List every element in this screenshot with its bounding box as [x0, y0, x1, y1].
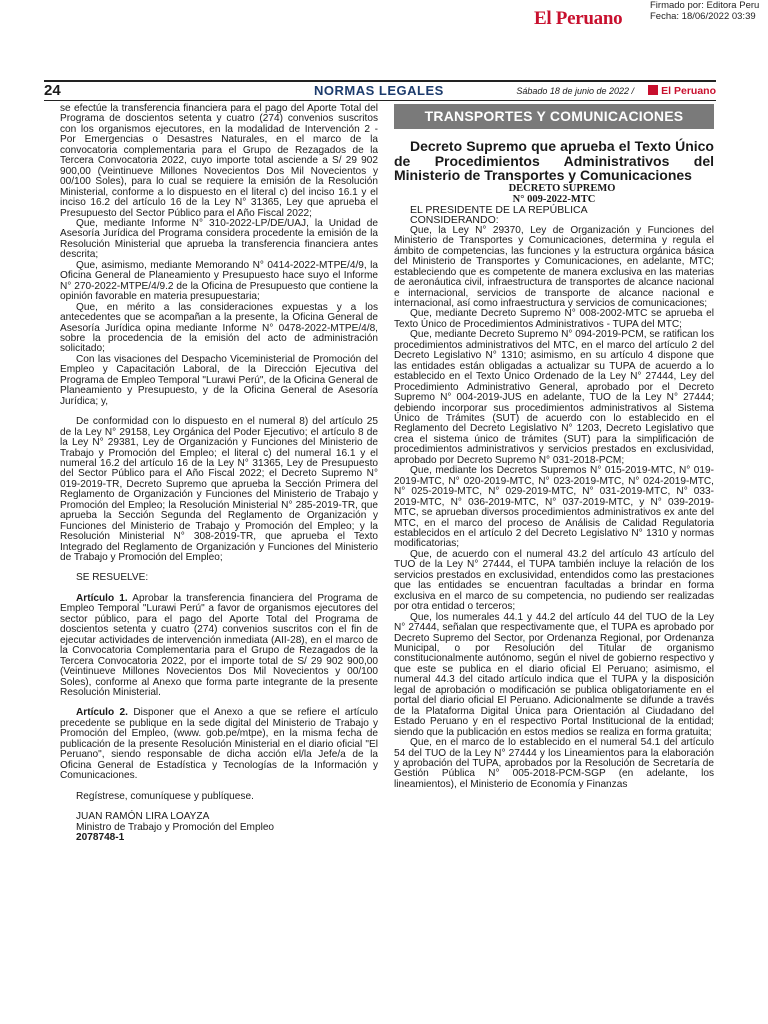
decree-title: Decreto Supremo que aprueba el Texto Único de Procedimientos Administrativos del Ministerio de Transportes y Comunicaciones [394, 138, 714, 184]
left-paragraph: Que, mediante Informe N° 310-2022-LP/DE/UAJ, la Unidad de Asesoría Jurídica del Programa considera procedente la emisión de la Resolución Ministerial que aprueba la transferencia financiera antes descrita; [60, 217, 378, 261]
se-resuelve: SE RESUELVE: [76, 572, 149, 584]
left-column [60, 104, 378, 843]
left-paragraph: De conformidad con lo dispuesto en el numeral 8) del artículo 25 de la Ley N° 29158, Ley Orgánica del Poder Ejecutivo; el artículo 8 de la Ley N° 29381, Ley de Organización y Funciones del Ministerio de Trabajo y Promoción del Empleo; el literal c) del numeral 16.1 y el numeral 16.2 del artículo 16 de la Ley N° 31365, Ley de Presupuesto del Sector Público para el Año Fiscal 2022; el Decreto Supremo N° 019-2019-TR, Decreto Supremo que aprueba la Sección Primera del Reglamento de Organización y Funciones del Ministerio de Trabajo y Promoción del Empleo; la Resolución Ministerial N° 285-2019-TR, que aprueba la Sección Segunda del Reglamento de Organización y Funciones del Ministerio de Trabajo y Promoción del Empleo; y la Resolución Ministerial N° 308-2019-TR, que aprueba el Texto Integrado del Reglamento de Organización y Funciones del Ministerio de Trabajo y Promoción del Empleo; [60, 416, 378, 564]
right-paragraph: Que, mediante los Decretos Supremos N° 015-2019-MTC, N° 019-2019-MTC, N° 020-2019-MTC, N° 023-2019-MTC, N° 024-2019-MTC, N° 025-2019-MTC, N° 029-2019-MTC, N° 031-2019-MTC, N° 033-2019-MTC, N° 036-2019-MTC, N° 037-2019-MTC, y N° 039-2019-MTC, se aprueban diversos procedimientos administrativos ex ante del MTC, en el marco del proceso de Análisis de Calidad Regulatoria establecidos en el artículo 2 del Decreto Legislativo N° 1310 y normas modificatorias; [394, 465, 714, 550]
article-2-label: Artículo 2. [76, 707, 128, 719]
peru-flag-icon [648, 85, 658, 95]
left-paragraph: Que, asimismo, mediante Memorando N° 0414-2022-MTPE/4/9, la Oficina General de Planeamiento y Presupuesto hace suyo el Informe N° 270-2022-MTPE/4/9.2 de la Oficina de Presupuesto que contiene la opinión favorable en materia presupuestaria; [60, 259, 378, 303]
article-1-text: Aprobar la transferencia financiera del Programa de Empleo Temporal "Lurawi Perú" a favor de organismos ejecutores del sector público, para el pago del Aporte Total del Programa de doscientos setenta y cuatro (274) convenios suscritos con el fin de ejecutar actividades de intervención inmediata (AII-28), en el marco de la Convocatoria Complementaria para el Grupo de Rezagados de la Tercera Convocatoria 2022, por el importe total de S/ 29 902 900,00 (Veintinueve Millones Novecientos Dos Mil Novecientos y 00/100 Soles), conforme al Anexo que forma parte integrante de la presente Resolución Ministerial. [60, 592, 378, 699]
brand [648, 82, 716, 100]
stamp-signed: Firmado por: Editora Peru [650, 0, 760, 11]
right-paragraph: Que, mediante Decreto Supremo N° 094-2019-PCM, se ratifican los procedimientos administrativos del MTC, en el marco del artículo 2 del Decreto Legislativo N° 1310; asimismo, en su artículo 4 dispone que las entidades están obligadas a actualizar su TUPA de acuerdo a lo establecido en el Texto Único Ordenado de la Ley N° 27444, Ley del Procedimiento Administrativo General, aprobado por el Decreto Supremo N° 004-2019-JUS en adelante, TUO de la Ley N° 27444; debiendo incorporar sus procedimientos administrativos al Sistema Único de Trámites (SUT) de acuerdo con lo establecido en el Reglamento del Decreto Legislativo N° 1203, Decreto Legislativo que crea el sistema único de trámites (SUT) para la simplificación de procedimientos administrativos y servicios prestados en exclusividad, aprobado por Decreto Supremo N° 031-2018-PCM; [394, 329, 714, 466]
president-line: EL PRESIDENTE DE LA REPÚBLICA [410, 203, 588, 216]
reference-number: 2078748-1 [76, 832, 125, 843]
section-title-box: TRANSPORTES Y COMUNICACIONES [394, 104, 714, 129]
right-paragraph: Que, de acuerdo con el numeral 43.2 del artículo 43 artículo del TUO de la Ley N° 27444, el TUPA también incluye la relación de los servicios prestados en exclusividad, entendidos como las prestaciones que las entidades se encuentran facultadas a brindar en forma exclusiva en el marco de su competencia, no pudiendo ser realizadas por otra entidad o terceros; [394, 548, 714, 613]
right-paragraph: Que, la Ley N° 29370, Ley de Organización y Funciones del Ministerio de Transportes y Comunicaciones, determina y regula el ámbito de competencias, las funciones y la estructura orgánica básica del Ministerio de Transportes y Comunicaciones, en adelante, MTC; estableciendo que es competente de manera exclusiva en las materias de aeronáutica civil, infraestructura de transportes de alcance nacional e internacional, servicios de transporte de alcance nacional e internacional, así como infraestructura y servicios de comunicaciones; [394, 224, 714, 310]
left-paragraph: Con las visaciones del Despacho Viceministerial de Promoción del Empleo y Capacitación Laboral, de la Dirección Ejecutiva del Programa de Empleo Temporal "Lurawi Perú", de la Oficina General de Planeamiento y Presupuesto, y de la Oficina General de Asesoría Jurídica; y, [60, 353, 378, 407]
decree-label-1: DECRETO SUPREMO [508, 182, 616, 194]
page-header [44, 80, 716, 101]
signer-name: JUAN RAMÓN LIRA LOAYZA [76, 811, 210, 823]
section-name: NORMAS LEGALES [314, 83, 444, 98]
decree-label-2: N° 009-2022-MTC [512, 193, 596, 205]
considerando: CONSIDERANDO: [410, 214, 499, 227]
brand-label: El Peruano [661, 85, 716, 97]
article-1 [60, 594, 378, 699]
issue-date: Sábado 18 de junio de 2022 / [516, 86, 634, 96]
stamp-details [650, 0, 768, 22]
article-2 [60, 708, 378, 781]
right-paragraph: Que, en el marco de lo establecido en el numeral 54.1 del artículo 54 del TUO de la Ley N° 27444 y los Lineamientos para la elaboración y aprobación del TUPA, aprobados por la Resolución de Secretaría de Gestión Pública N° 005-2018-PCM-SGP (en adelante, los lineamientos), el Ministerio de Economía y Finanzas [394, 737, 714, 790]
left-paragraph: Que, en mérito a las consideraciones expuestas y a los antecedentes que se acompañan a la presente, la Oficina General de Asesoría Jurídica opina mediante Informe N° 0478-2022-MTPE/4/8, sobre la procedencia de la emisión del acto de administración solicitado; [60, 301, 378, 355]
right-paragraph: Que, los numerales 44.1 y 44.2 del artículo 44 del TUO de la Ley N° 27444, señalan que respectivamente que, el TUPA es aprobado por Decreto Supremo del Sector, por Ordenanza Regional, por Ordenanza Municipal, o por Resolución del Titular de organismo constitucionalmente autónomo, según el nivel de gobierno respectivo y que este se publica en el diario oficial El Peruano; asimismo, el numeral 44.3 del citado artículo indica que el TUPA y la disposición legal de aprobación o modificación se publica obligatoriamente en el portal del diario oficial El Peruano. Adicionalmente se difunde a través de la Plataforma Digital Única para Orientación al Ciudadano del Estado Peruano y en el respectivo Portal Institucional de la entidad; siendo que la publicación en estos medios se realiza en forma gratuita; [394, 611, 714, 738]
right-paragraph: Que, mediante Decreto Supremo N° 008-2002-MTC se aprueba el Texto Único de Procedimientos Administrativos - TUPA del MTC; [394, 308, 714, 330]
stamp-date: Fecha: 18/06/2022 03:39 [650, 11, 756, 22]
decree-label [394, 183, 714, 205]
right-column [394, 104, 714, 790]
article-1-label: Artículo 1. [76, 592, 128, 604]
closing: Regístrese, comuníquese y publíquese. [76, 790, 254, 802]
signature-stamp [500, 0, 768, 38]
page-number: 24 [44, 82, 61, 99]
el-peruano-logo: El Peruano [534, 8, 623, 29]
article-2-text: Disponer que el Anexo a que se refiere el artículo precedente se publique en la sede digital del Ministerio de Trabajo y Promoción del Empleo, (www. gob.pe/mtpe), en la misma fecha de publicación de la presente Resolución Ministerial en el diario oficial "El Peruano", siendo responsable de dicha acción el/la Jefe/a de la Oficina General de Estadística y Tecnologías de la Información y Comunicaciones. [60, 707, 378, 782]
signer-title: Ministro de Trabajo y Promoción del Empleo [76, 821, 275, 833]
left-paragraph: se efectúe la transferencia financiera para el pago del Aporte Total del Programa de doscientos setenta y cuatro (274) convenios suscritos con los organismos ejecutores, en la modalidad de Intervención 2 - Por Emergencias o Desastres Naturales, en el marco de la convocatoria complementaria para el Grupo de Rezagados de la Tercera Convocatoria 2022, cuyo importe total asciende a S/ 29 902 900,00 (Veintinueve Millones Novecientos Dos Mil Novecientos y 00/100 Soles), para lo cual se requiere la emisión de la Resolución Ministerial, conforme a lo dispuesto en el literal c) del inciso 16.1 y el inciso 16.2 del artículo 16 de la Ley N° 31365, Ley que aprueba el Presupuesto del Sector Público para el Año Fiscal 2022; [60, 103, 378, 219]
